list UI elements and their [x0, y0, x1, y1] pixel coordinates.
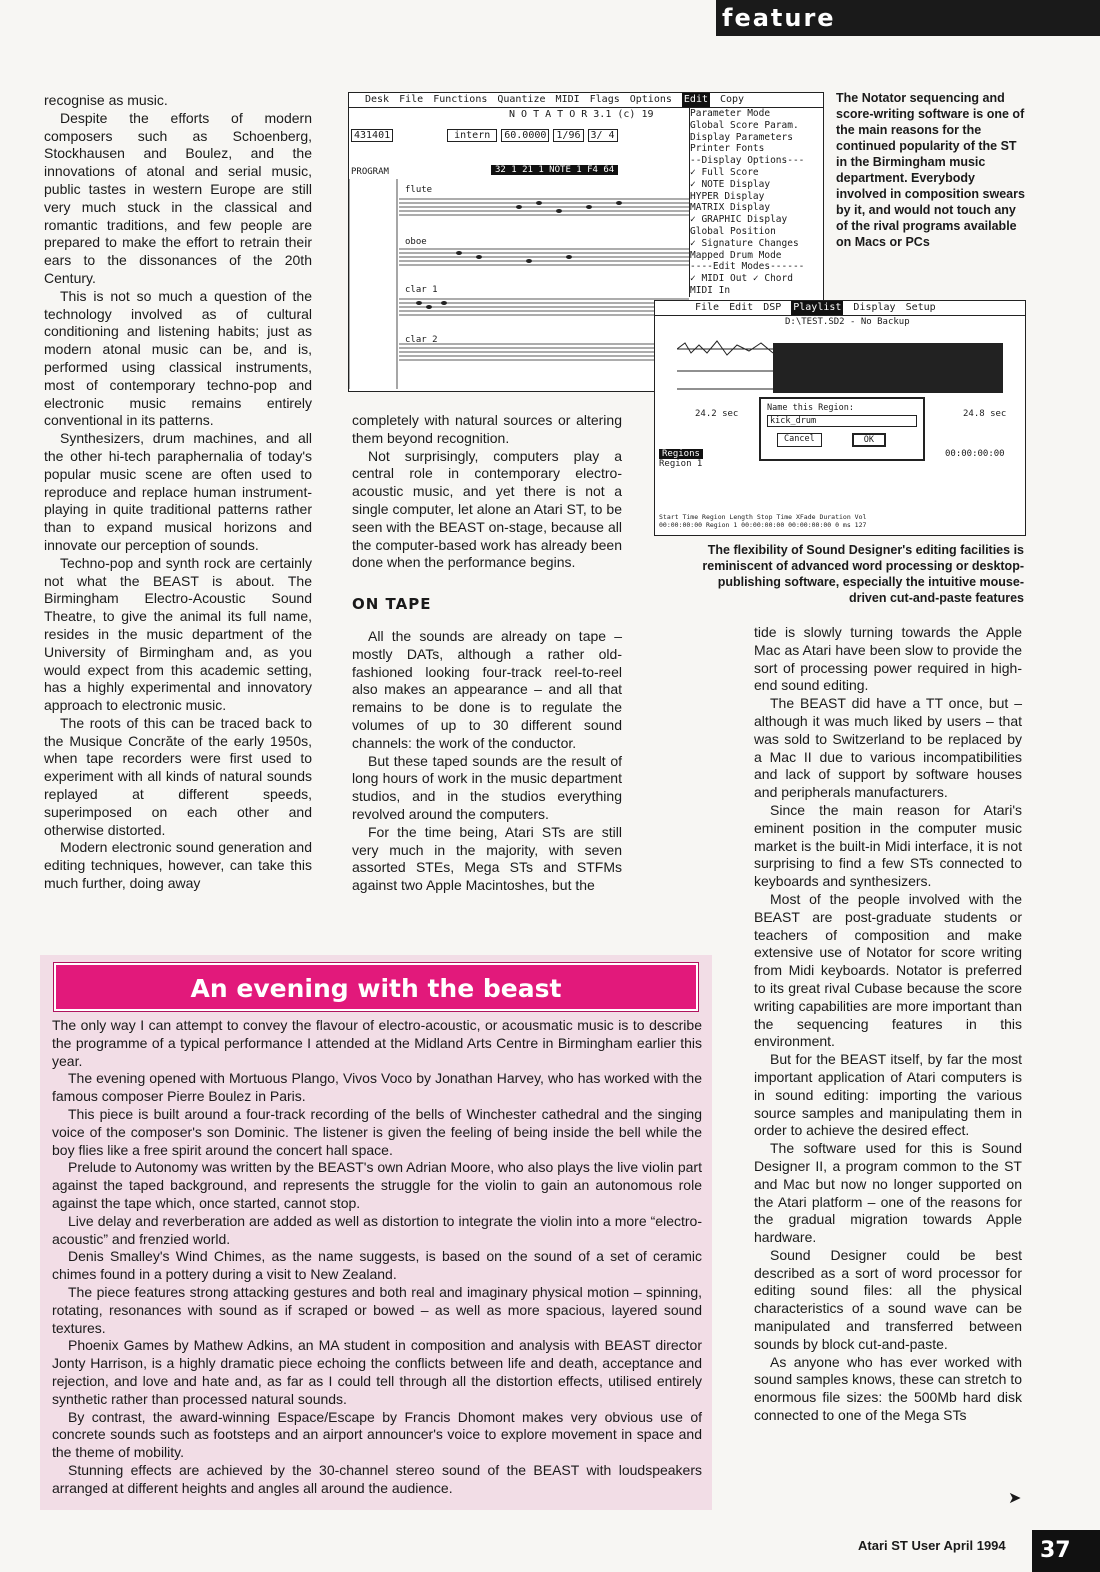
staff-label: clar 1 — [405, 285, 438, 295]
signature-field[interactable]: 3/ 4 — [588, 129, 618, 142]
paragraph: Since the main reason for Atari's eminent position in the computer music market is the built-in Midi interface, it is not surprising to find a few STs connected to keyboards and synthesizers. — [754, 801, 1022, 890]
paragraph: Despite the efforts of modern composers such as Schoenberg, Stockhausen and Boulez, and the innovations of atonal and serial music, public tastes in western Europe are still very much stuck in the classical and romantic traditions, and few people are prepared to make the effort to retrain their ears to the dissonances of the 20th Century. — [44, 109, 312, 286]
paragraph: But for the BEAST itself, by far the most important application of Atari computers is in sound editing: importing the various source samples and manipulating them in order to achieve the desired effect. — [754, 1051, 1022, 1139]
dialog-title: Name this Region: — [767, 403, 854, 413]
waveform — [677, 331, 1003, 407]
region-item[interactable]: Region 1 — [659, 459, 703, 469]
menu-playlist[interactable]: Playlist — [793, 302, 842, 313]
paragraph: All the sounds are already on tape – mostly DATs, although a rather old-fashioned looking four-track reel-to-reel also makes an appearance – and all that remains to be done is to regulate the volumes of up to 30 different sound channels: the work of the conductor. — [352, 627, 622, 751]
paragraph: recognise as music. — [44, 92, 168, 108]
paragraph: Sound Designer could be best described as a sort of word processor for editing sound files: all the physical characteristics of a sound wave can be manipulated and transferred between sounds by block cut-and-paste. — [754, 1246, 1022, 1352]
score-staves — [349, 179, 689, 389]
column-1 — [44, 92, 312, 893]
section-tag: feature — [716, 0, 1100, 36]
menu-options[interactable]: Options — [629, 94, 672, 105]
paragraph: This is not so much a question of the technology involved as of cultural conditioning and listening habits; just as modern atonal music can be, and is, performed using classical instruments, most of contemporary techno-pop and electronic music remains entirely conventional in its patterns. — [44, 287, 312, 429]
paragraph: The software used for this is Sound Designer II, a program common to the ST and Mac but now no longer supported on the Atari platform – one of the reasons for the gradual migration towards Apple hardware. — [754, 1140, 1022, 1246]
menu-setup[interactable]: Setup — [905, 302, 936, 313]
name-region-dialog — [759, 397, 925, 461]
ok-button[interactable]: OK — [852, 433, 886, 447]
boxout-title: An evening with the beast — [54, 963, 698, 1011]
paragraph: completely with natural sources or altering them beyond recognition. — [352, 412, 622, 446]
regions-label: Regions — [659, 449, 703, 459]
menu-item[interactable]: HYPER Display — [690, 190, 765, 202]
paragraph: For the time being, Atari STs are still very much in the majority, with seven assorted STEs, Mega STs and STFMs against two Apple Macintoshes, but the — [352, 823, 622, 894]
paragraph: The BEAST did have a TT once, but – although it was much liked by users – that was sold to Switzerland to be replaced by a Mac II due to various incompatibilities and lack of support by software houses and peripherals manufacturers. — [754, 695, 1022, 801]
paragraph: Live delay and reverberation are added as well as distortion to integrate the violin into a more “electro-acoustic” and frenzied world. — [52, 1212, 702, 1247]
menu-edit[interactable]: Edit — [683, 94, 708, 105]
menu-item[interactable]: Global Score Param. — [690, 119, 799, 131]
paragraph: Prelude to Autonomy was written by the BEAST's own Adrian Moore, who also plays the live violin part against the taped background, and represents the struggle for the violin to gain an autonomous role against the tape which, once started, cannot stop. — [52, 1159, 702, 1211]
menu-item[interactable]: Parameter Mode — [690, 108, 771, 119]
staff-label: oboe — [405, 237, 427, 247]
column-2 — [352, 412, 622, 895]
paragraph: By contrast, the award-winning Espace/Escape by Francis Dhomont makes very obvious use of concrete sounds such as footsteps and an airport announcer's voice to explore movement in space and the theme of mobility. — [52, 1408, 702, 1461]
menu-separator: ----Edit Modes------ — [690, 261, 805, 273]
page-number: 37 — [1032, 1530, 1100, 1572]
time-left: 24.2 sec — [695, 409, 739, 419]
region-table-row[interactable]: 00:00:00:00 Region 1 00:00:00:00 00:00:00:00 0 ms 127 — [659, 521, 867, 529]
paragraph: Synthesizers, drum machines, and all the other hi-tech paraphernalia of today's popular music scene are often used to reproduce and replace human instrument-playing in quite traditional patterns rather than to expand musical horizons and innovate our perception of sounds. — [44, 430, 312, 553]
paragraph: Denis Smalley's Wind Chimes, as the name suggests, is based on the sound of a set of ceramic chimes found in a pottery during a visit to New Zealand. — [52, 1248, 702, 1283]
caption-notator: The Notator sequencing and score-writing software is one of the main reasons for the continued popularity of the ST in the Birmingham music department. Everybody involved in composition swears by it, and would not touch any of the rival programs available on Macs or PCs — [836, 91, 1025, 249]
section-heading: ON TAPE — [352, 595, 432, 614]
staff-label: clar 2 — [405, 335, 438, 345]
paragraph: tide is slowly turning towards the Apple Mac as Atari have been slow to provide the sort of processing power required in high-end sound editing. — [754, 624, 1022, 694]
region-name-input[interactable]: kick_drum — [767, 415, 917, 427]
page-footer: Atari ST User April 1994 — [858, 1538, 1006, 1553]
paragraph: As anyone who has ever worked with sound samples knows, these can stretch to enormous file sizes: the 500Mb hard disk connected to one of the Mega STs — [754, 1353, 1022, 1424]
paragraph: Techno-pop and synth rock are certainly not what the BEAST is about. The Birmingham Electro-Acoustic Sound Theatre, to give the animal its full name, resides in the music department of the University of Birmingham and, as you would expect from this academic setting, has a highly experimental and innovatory approach to electronic music. — [44, 554, 312, 714]
menu-copy[interactable]: Copy — [720, 94, 745, 105]
menu-item[interactable]: ✓ Signature Changes — [690, 237, 799, 249]
time-display: 00:00:00:00 — [945, 449, 1005, 459]
menu-functions[interactable]: Functions — [433, 94, 488, 105]
menu-item[interactable]: ✓ Full Score — [690, 166, 759, 178]
sound-designer-screenshot — [654, 300, 1026, 536]
time-right: 24.8 sec — [963, 409, 1007, 419]
paragraph: Not surprisingly, computers play a central role in contemporary electro-acoustic music, and yet there is not a single computer, let alone an Atari ST, to be seen with the BEAST on-stage, because all the computer-based work has already been done when the performance begins. — [352, 447, 622, 571]
menu-file[interactable]: File — [399, 94, 424, 105]
file-title: D:\TEST.SD2 - No Backup — [785, 317, 910, 327]
menu-item[interactable]: ✓ NOTE Display — [690, 178, 771, 190]
edit-dropdown-menu — [689, 108, 822, 297]
paragraph: The piece features strong attacking gestures and both real and imaginary physical motion – spinning, rotating, resonances with sound as if scraped or bowed – as well as more spacious, layered sound textures. — [52, 1283, 702, 1336]
menu-item[interactable]: MIDI In — [690, 284, 731, 296]
menu-quantize[interactable]: Quantize — [497, 94, 546, 105]
paragraph: The roots of this can be traced back to the Musique Concrăte of the early 1950s, when tape recorders were first used to experiment with all kinds of natural sounds replayed at different speeds, superimposed on each other and otherwise distorted. — [44, 714, 312, 838]
program-label: PROGRAM — [351, 167, 389, 177]
caption-sound-designer: The flexibility of Sound Designer's editing facilities is reminiscent of advanced word processing or desktop-publishing software, especially the intuitive mouse-driven cut-and-paste features — [702, 543, 1024, 605]
menu-display[interactable]: Display — [853, 302, 896, 313]
menu-bar — [655, 301, 1025, 316]
menu-dsp[interactable]: DSP — [763, 302, 782, 313]
paragraph: But these taped sounds are the result of long hours of work in the music department studios, and in the studios everything revolved around the computers. — [352, 752, 622, 822]
menu-item[interactable]: ✓ GRAPHIC Display — [690, 214, 788, 226]
sync-field[interactable]: intern — [447, 129, 497, 142]
paragraph: Stunning effects are achieved by the 30-channel stereo sound of the BEAST with loudspeakers arranged at different heights and angles all around the audience. — [52, 1461, 702, 1496]
menu-edit[interactable]: Edit — [729, 302, 754, 313]
cancel-button[interactable]: Cancel — [777, 433, 822, 447]
paragraph: Most of the people involved with the BEAST are post-graduate students or teachers of composition and make extensive use of Notator for score writing from Midi keyboards. Notator is preferred to its great rival Cubase because the score writing capabilities are more important than the sequencing features in this environment. — [754, 890, 1022, 1050]
boxout-body — [52, 1017, 702, 1498]
menu-item[interactable]: Display Parameters — [690, 131, 793, 143]
status-line: 32 1 21 1 NOTE 1 F4 64 — [491, 165, 618, 175]
paragraph: The only way I can attempt to convey the flavour of electro-acoustic, or acousmatic music is to describe the programme of a typical performance I attended at the Midland Arts Centre in Birmingham earlier this year. — [52, 1017, 702, 1069]
menu-flags[interactable]: Flags — [589, 94, 620, 105]
menu-file[interactable]: File — [695, 302, 720, 313]
menu-midi[interactable]: MIDI — [555, 94, 580, 105]
paragraph: Modern electronic sound generation and editing techniques, however, can take this much further, doing away — [44, 839, 312, 892]
menu-item[interactable]: Printer Fonts — [690, 143, 765, 155]
position-counter: 431401 — [351, 129, 393, 142]
paragraph: This piece is built around a four-track recording of the bells of Winchester cathedral and the singing voice of the composer's son Dominic. The listener is given the feeling of being inside the bell while the boy flies like a free spirit around the concert hall space. — [52, 1105, 702, 1158]
window-title: N O T A T O R 3.1 (c) 19 — [509, 109, 654, 120]
staff-label: flute — [405, 185, 433, 195]
paragraph: Phoenix Games by Mathew Adkins, an MA student in composition and analysis with BEAST director Jonty Harrison, is a highly dramatic piece echoing the conflicts between life and death, acceptance and rejection, and love and hate and, as far as I could tell through all the distortion effects, utilised entirely synthetic rather than processed natural sounds. — [52, 1337, 702, 1407]
menu-item[interactable]: Mapped Drum Mode — [690, 249, 782, 261]
menu-separator: --Display Options--- — [690, 155, 805, 167]
boxout — [40, 955, 712, 1510]
paragraph: The evening opened with Mortuous Plango, Vivos Voco by Jonathan Harvey, who has worked with the famous composer Pierre Boulez in Paris. — [52, 1070, 702, 1105]
counter-display — [351, 129, 618, 142]
menu-item[interactable]: ✓ MIDI Out ✓ Chord — [690, 273, 793, 285]
menu-desk[interactable]: Desk — [365, 94, 390, 105]
menu-bar — [349, 93, 823, 108]
menu-item[interactable]: MATRIX Display — [690, 202, 771, 214]
column-3 — [754, 624, 1022, 1425]
region-table-header: Start Time Region Length Stop Time XFade Duration Vol — [659, 513, 867, 521]
continue-arrow-icon: ➤ — [1008, 1490, 1022, 1507]
tempo-field[interactable]: 60.0000 — [501, 129, 549, 142]
format-field[interactable]: 1/96 — [553, 129, 583, 142]
menu-item[interactable]: Global Position — [690, 225, 776, 237]
